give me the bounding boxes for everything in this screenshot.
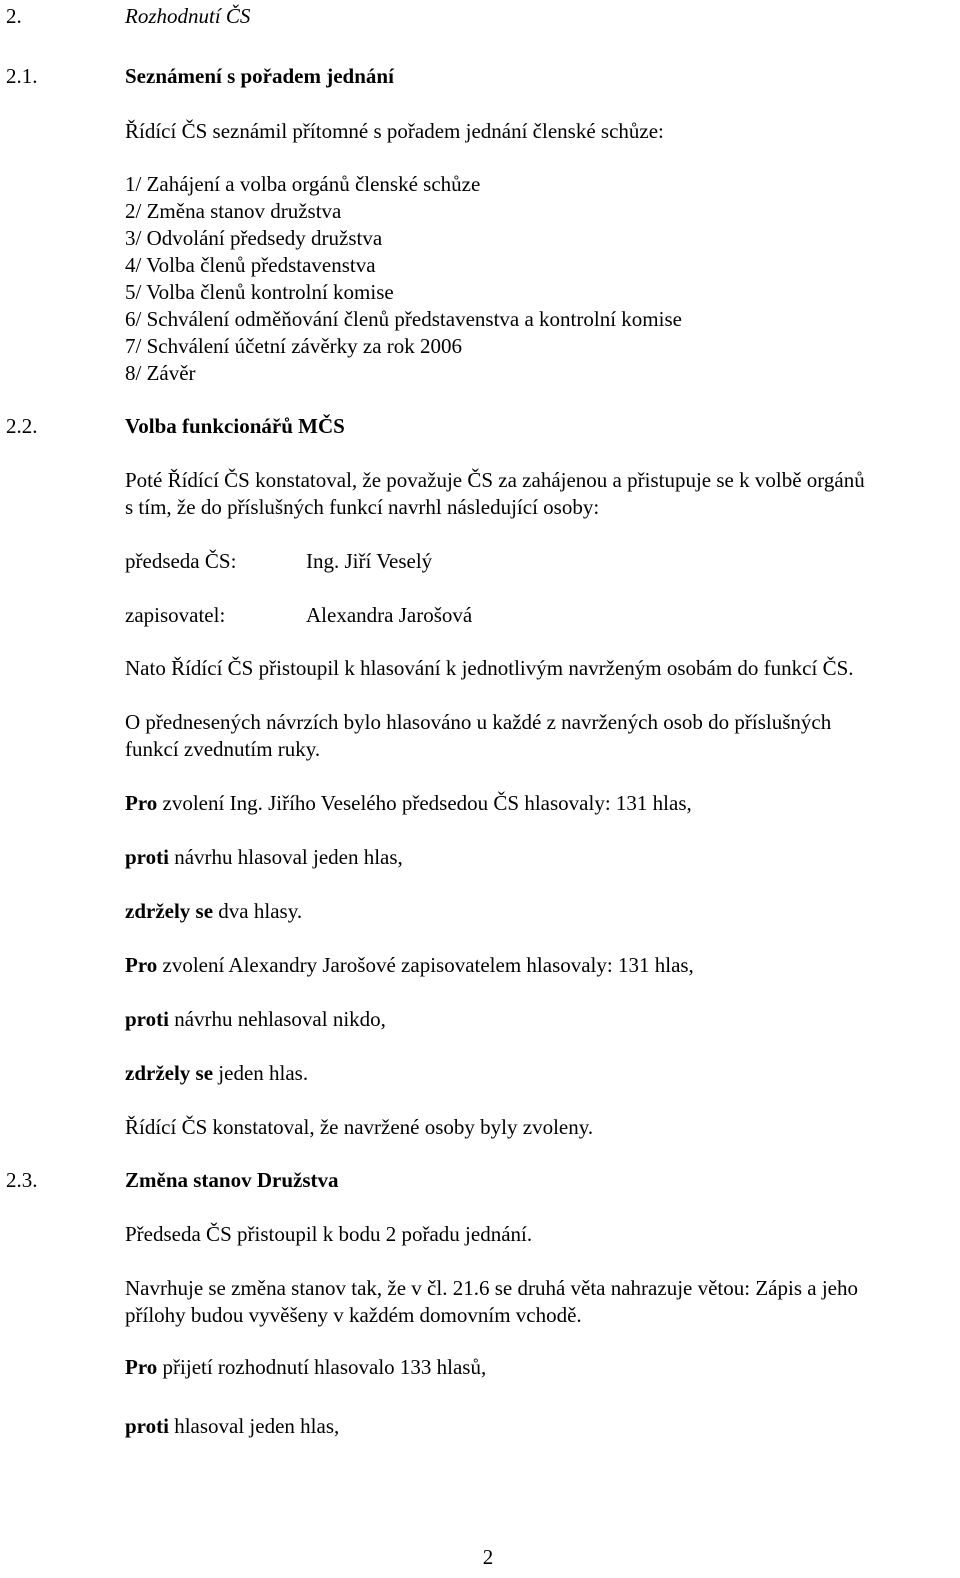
vote-text: hlasoval jeden hlas, bbox=[168, 1414, 340, 1438]
role-name: Alexandra Jarošová bbox=[306, 603, 473, 627]
vote-text: návrhu hlasoval jeden hlas, bbox=[168, 845, 403, 869]
vote-keyword: proti bbox=[125, 1007, 169, 1031]
vote-keyword: Pro bbox=[125, 791, 158, 815]
vote-keyword: Pro bbox=[125, 1355, 158, 1379]
vote-text: dva hlasy. bbox=[213, 899, 303, 923]
subsection-title: Seznámení s pořadem jednání bbox=[125, 64, 394, 88]
vote-text: zvolení Ing. Jiřího Veselého předsedou ČS hlasovaly: 131 hlas, bbox=[157, 791, 692, 815]
paragraph-line: Navrhuje se změna stanov tak, že v čl. 21.6 se druhá věta nahrazuje větou: Zápis a jeho bbox=[125, 1276, 858, 1300]
vote-pro-line bbox=[125, 793, 692, 814]
agenda-item: 7/ Schválení účetní závěrky za rok 2006 bbox=[125, 334, 463, 358]
subsection-title: Změna stanov Družstva bbox=[125, 1168, 339, 1192]
vote-proti-line bbox=[125, 847, 403, 868]
role-label: předseda ČS: bbox=[125, 549, 237, 573]
vote-pro-line bbox=[125, 1357, 486, 1378]
vote-proti-line bbox=[125, 1009, 386, 1030]
subsection-title: Volba funkcionářů MČS bbox=[125, 414, 345, 438]
paragraph: Řídící ČS konstatoval, že navržené osoby byly zvoleny. bbox=[125, 1115, 594, 1139]
paragraph-line: s tím, že do příslušných funkcí navrhl následující osoby: bbox=[125, 495, 600, 519]
paragraph: Nato Řídící ČS přistoupil k hlasování k jednotlivým navrženým osobám do funkcí ČS. bbox=[125, 656, 854, 680]
paragraph: Řídící ČS seznámil přítomné s pořadem jednání členské schůze: bbox=[125, 119, 664, 143]
agenda-item: 1/ Zahájení a volba orgánů členské schůze bbox=[125, 172, 481, 196]
role-name: Ing. Jiří Veselý bbox=[306, 549, 433, 573]
role-label: zapisovatel: bbox=[125, 603, 226, 627]
vote-text: jeden hlas. bbox=[213, 1061, 309, 1085]
agenda-item: 3/ Odvolání předsedy družstva bbox=[125, 226, 383, 250]
paragraph: Předseda ČS přistoupil k bodu 2 pořadu jednání. bbox=[125, 1222, 533, 1246]
vote-proti-line bbox=[125, 1416, 339, 1437]
paragraph-line: přílohy budou vyvěšeny v každém domovním vchodě. bbox=[125, 1303, 582, 1327]
vote-zdrzely-line bbox=[125, 1063, 308, 1084]
vote-text: přijetí rozhodnutí hlasovalo 133 hlasů, bbox=[157, 1355, 487, 1379]
agenda-item: 4/ Volba členů představenstva bbox=[125, 253, 376, 277]
section-number: 2. bbox=[6, 4, 22, 28]
vote-keyword: proti bbox=[125, 1414, 169, 1438]
vote-keyword: zdržely se bbox=[125, 1061, 214, 1085]
vote-text: návrhu nehlasoval nikdo, bbox=[168, 1007, 386, 1031]
paragraph-line: O přednesených návrzích bylo hlasováno u každé z navržených osob do příslušných bbox=[125, 710, 832, 734]
vote-pro-line bbox=[125, 955, 694, 976]
paragraph-line: funkcí zvednutím ruky. bbox=[125, 737, 321, 761]
vote-text: zvolení Alexandry Jarošové zapisovatelem hlasovaly: 131 hlas, bbox=[157, 953, 694, 977]
page-number: 2 bbox=[482, 1545, 494, 1569]
subsection-number: 2.1. bbox=[6, 64, 38, 88]
vote-zdrzely-line bbox=[125, 901, 302, 922]
vote-keyword: proti bbox=[125, 845, 169, 869]
agenda-item: 2/ Změna stanov družstva bbox=[125, 199, 342, 223]
agenda-item: 8/ Závěr bbox=[125, 361, 196, 385]
subsection-number: 2.3. bbox=[6, 1168, 38, 1192]
agenda-item: 6/ Schválení odměňování členů představenstva a kontrolní komise bbox=[125, 307, 682, 331]
vote-keyword: zdržely se bbox=[125, 899, 214, 923]
paragraph-line: Poté Řídící ČS konstatoval, že považuje ČS za zahájenou a přistupuje se k volbě orgánů bbox=[125, 468, 865, 492]
vote-keyword: Pro bbox=[125, 953, 158, 977]
section-title: Rozhodnutí ČS bbox=[125, 4, 251, 28]
agenda-item: 5/ Volba členů kontrolní komise bbox=[125, 280, 394, 304]
subsection-number: 2.2. bbox=[6, 414, 38, 438]
